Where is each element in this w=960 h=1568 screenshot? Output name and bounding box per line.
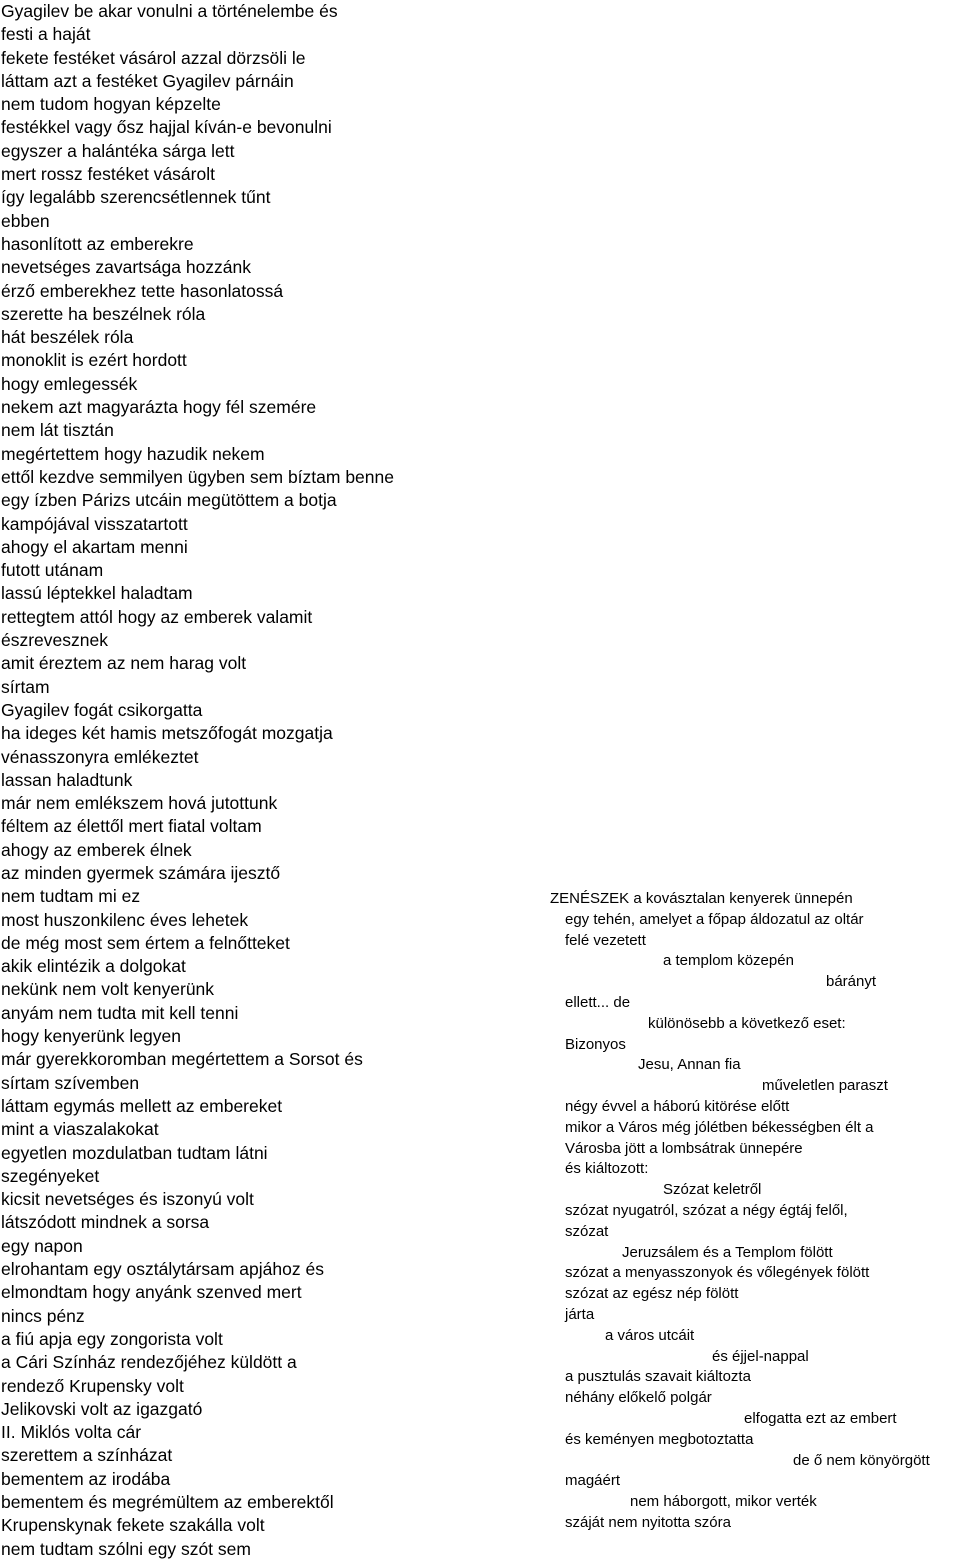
- poem-line: Gyagilev fogát csikorgatta: [1, 699, 203, 720]
- poem-line: féltem az élettől mert fiatal voltam: [1, 816, 262, 837]
- poem-line: nekünk nem volt kenyerünk: [1, 979, 215, 1000]
- poem-line: egyszer a halántéka sárga lett: [1, 140, 235, 161]
- poem-line: lassú léptekkel haladtam: [1, 583, 193, 604]
- poem-line: ZENÉSZEK a kovásztalan kenyerek ünnepén: [550, 890, 853, 907]
- poem-line: egy ízben Párizs utcáin megütöttem a botja: [1, 490, 337, 511]
- poem-line: festi a haját: [1, 24, 91, 45]
- poem-line: anyám nem tudta mit kell tenni: [1, 1002, 239, 1023]
- poem-line: szózat: [565, 1222, 609, 1240]
- poem-line: amit éreztem az nem harag volt: [1, 653, 247, 674]
- poem-line: Jelikovski volt az igazgató: [1, 1398, 203, 1419]
- poem-line: de ő nem könyörgött: [793, 1451, 930, 1469]
- poem-line: szózat a menyasszonyok és vőlegények fölött: [565, 1264, 870, 1282]
- poem-line: vénasszonyra emlékeztet: [1, 746, 199, 767]
- poem-line: rettegtem attól hogy az emberek valamit: [1, 606, 313, 627]
- poem-line: nem háborgott, mikor verték: [630, 1493, 817, 1511]
- poem-line: Krupenskynak fekete szakálla volt: [1, 1515, 265, 1536]
- poem-line: akik elintézik a dolgokat: [1, 956, 186, 977]
- poem-line: így legalább szerencsétlennek tűnt: [1, 187, 271, 208]
- poem-line: mert rossz festéket vásárolt: [1, 164, 215, 185]
- poem-line: ellett... de: [565, 993, 631, 1011]
- poem-line: monoklit is ezért hordott: [1, 350, 187, 371]
- poem-line: II. Miklós volta cár: [1, 1422, 142, 1443]
- poem-line: nekem azt magyarázta hogy fél szemére: [1, 397, 317, 418]
- poem-line: bementem az irodába: [1, 1468, 171, 1489]
- poem-line: a fiú apja egy zongorista volt: [1, 1328, 223, 1349]
- left-poem-column: [1, 0, 471, 1561]
- poem-line: az minden gyermek számára ijesztő: [1, 862, 281, 883]
- poem-line: szegényeket: [1, 1165, 100, 1186]
- poem-line: nem tudom hogyan képzelte: [1, 94, 221, 115]
- poem-line: megértettem hogy hazudik nekem: [1, 443, 265, 464]
- poem-line: már nem emlékszem hová jutottunk: [1, 793, 278, 814]
- poem-line: és keményen megbotoztatta: [565, 1430, 754, 1448]
- poem-line: és kiáltozott:: [565, 1160, 649, 1178]
- poem-line: elmondtam hogy anyánk szenved mert: [1, 1282, 302, 1303]
- poem-line: bárányt: [826, 973, 877, 991]
- poem-line: négy évvel a háború kitörése előtt: [565, 1097, 790, 1115]
- poem-line: hasonlított az emberekre: [1, 233, 194, 254]
- poem-line: Bizonyos: [565, 1035, 626, 1053]
- poem-line: elrohantam egy osztálytársam apjához és: [1, 1259, 324, 1280]
- poem-line: most huszonkilenc éves lehetek: [1, 909, 249, 930]
- poem-line: egy napon: [1, 1235, 83, 1256]
- poem-line: hogy kenyerünk legyen: [1, 1026, 181, 1047]
- poem-line: néhány előkelő polgár: [565, 1389, 712, 1407]
- poem-line: szózat nyugatról, szózat a négy égtáj felől,: [565, 1201, 848, 1219]
- poem-line: nem tudtam szólni egy szót sem: [1, 1538, 251, 1559]
- poem-line: egyetlen mozdulatban tudtam látni: [1, 1142, 268, 1163]
- poem-line: Szózat keletről: [663, 1181, 762, 1199]
- poem-line: különösebb a következő eset:: [648, 1014, 846, 1032]
- poem-line: a pusztulás szavait kiáltozta: [565, 1368, 751, 1386]
- poem-line: mikor a Város még jólétben békességben élt a: [565, 1118, 874, 1136]
- poem-line: magáért: [565, 1472, 621, 1490]
- poem-line: ettől kezdve semmilyen ügyben sem bíztam benne: [1, 466, 394, 487]
- poem-line: ebben: [1, 210, 50, 231]
- poem-line: Jesu, Annan fia: [638, 1056, 741, 1074]
- poem-line: Városba jött a lombsátrak ünnepére: [565, 1139, 803, 1157]
- poem-line: hogy emlegessék: [1, 373, 138, 394]
- poem-line: lassan haladtunk: [1, 769, 133, 790]
- poem-line: észrevesznek: [1, 630, 108, 651]
- poem-line: Jeruzsálem és a Templom fölött: [622, 1243, 833, 1261]
- poem-line: fekete festéket vásárol azzal dörzsöli le: [1, 47, 306, 68]
- poem-line: mint a viaszalakokat: [1, 1119, 159, 1140]
- poem-line: ahogy el akartam menni: [1, 536, 188, 557]
- poem-line: de még most sem értem a felnőtteket: [1, 932, 290, 953]
- poem-line: láttam azt a festéket Gyagilev párnáin: [1, 70, 294, 91]
- poem-line: a templom közepén: [663, 952, 794, 970]
- poem-line: már gyerekkoromban megértettem a Sorsot és: [1, 1049, 363, 1070]
- poem-line: sírtam szívemben: [1, 1072, 140, 1093]
- poem-line: ahogy az emberek élnek: [1, 839, 192, 860]
- poem-line: sírtam: [1, 676, 50, 697]
- poem-line: kampójával visszatartott: [1, 513, 188, 534]
- poem-line: nevetséges zavartsága hozzánk: [1, 257, 252, 278]
- poem-line: és éjjel-nappal: [712, 1347, 809, 1365]
- poem-line: elfogatta ezt az embert: [744, 1409, 897, 1427]
- poem-line: nem tudtam mi ez: [1, 886, 141, 907]
- poem-line: nem lát tisztán: [1, 420, 114, 441]
- poem-line: felé vezetett: [565, 931, 646, 949]
- poem-line: nincs pénz: [1, 1305, 85, 1326]
- poem-line: járta: [565, 1305, 595, 1323]
- poem-line: szerettem a színházat: [1, 1445, 173, 1466]
- right-poem-column: [550, 889, 960, 1534]
- poem-line: festékkel vagy ősz hajjal kíván-e bevonulni: [1, 117, 332, 138]
- poem-line: műveletlen paraszt: [762, 1077, 888, 1095]
- poem-line: kicsit nevetséges és iszonyú volt: [1, 1189, 254, 1210]
- poem-line: szózat az egész nép fölött: [565, 1285, 739, 1303]
- poem-line: ha ideges két hamis metszőfogát mozgatja: [1, 723, 333, 744]
- poem-line: futott utánam: [1, 560, 104, 581]
- poem-line: láttam egymás mellett az embereket: [1, 1095, 283, 1116]
- poem-line: a város utcáit: [605, 1326, 695, 1344]
- poem-line: a Cári Színház rendezőjéhez küldött a: [1, 1352, 297, 1373]
- poem-line: Gyagilev be akar vonulni a történelembe és: [1, 1, 338, 21]
- poem-line: látszódott mindnek a sorsa: [1, 1212, 210, 1233]
- poem-line: bementem és megrémültem az emberektől: [1, 1492, 334, 1512]
- poem-line: egy tehén, amelyet a főpap áldozatul az oltár: [565, 910, 864, 928]
- poem-line: rendező Krupensky volt: [1, 1375, 184, 1396]
- poem-line: szerette ha beszélnek róla: [1, 303, 206, 324]
- poem-line: száját nem nyitotta szóra: [565, 1513, 731, 1531]
- poem-line: hát beszélek róla: [1, 327, 134, 348]
- poem-line: érző emberekhez tette hasonlatossá: [1, 280, 284, 301]
